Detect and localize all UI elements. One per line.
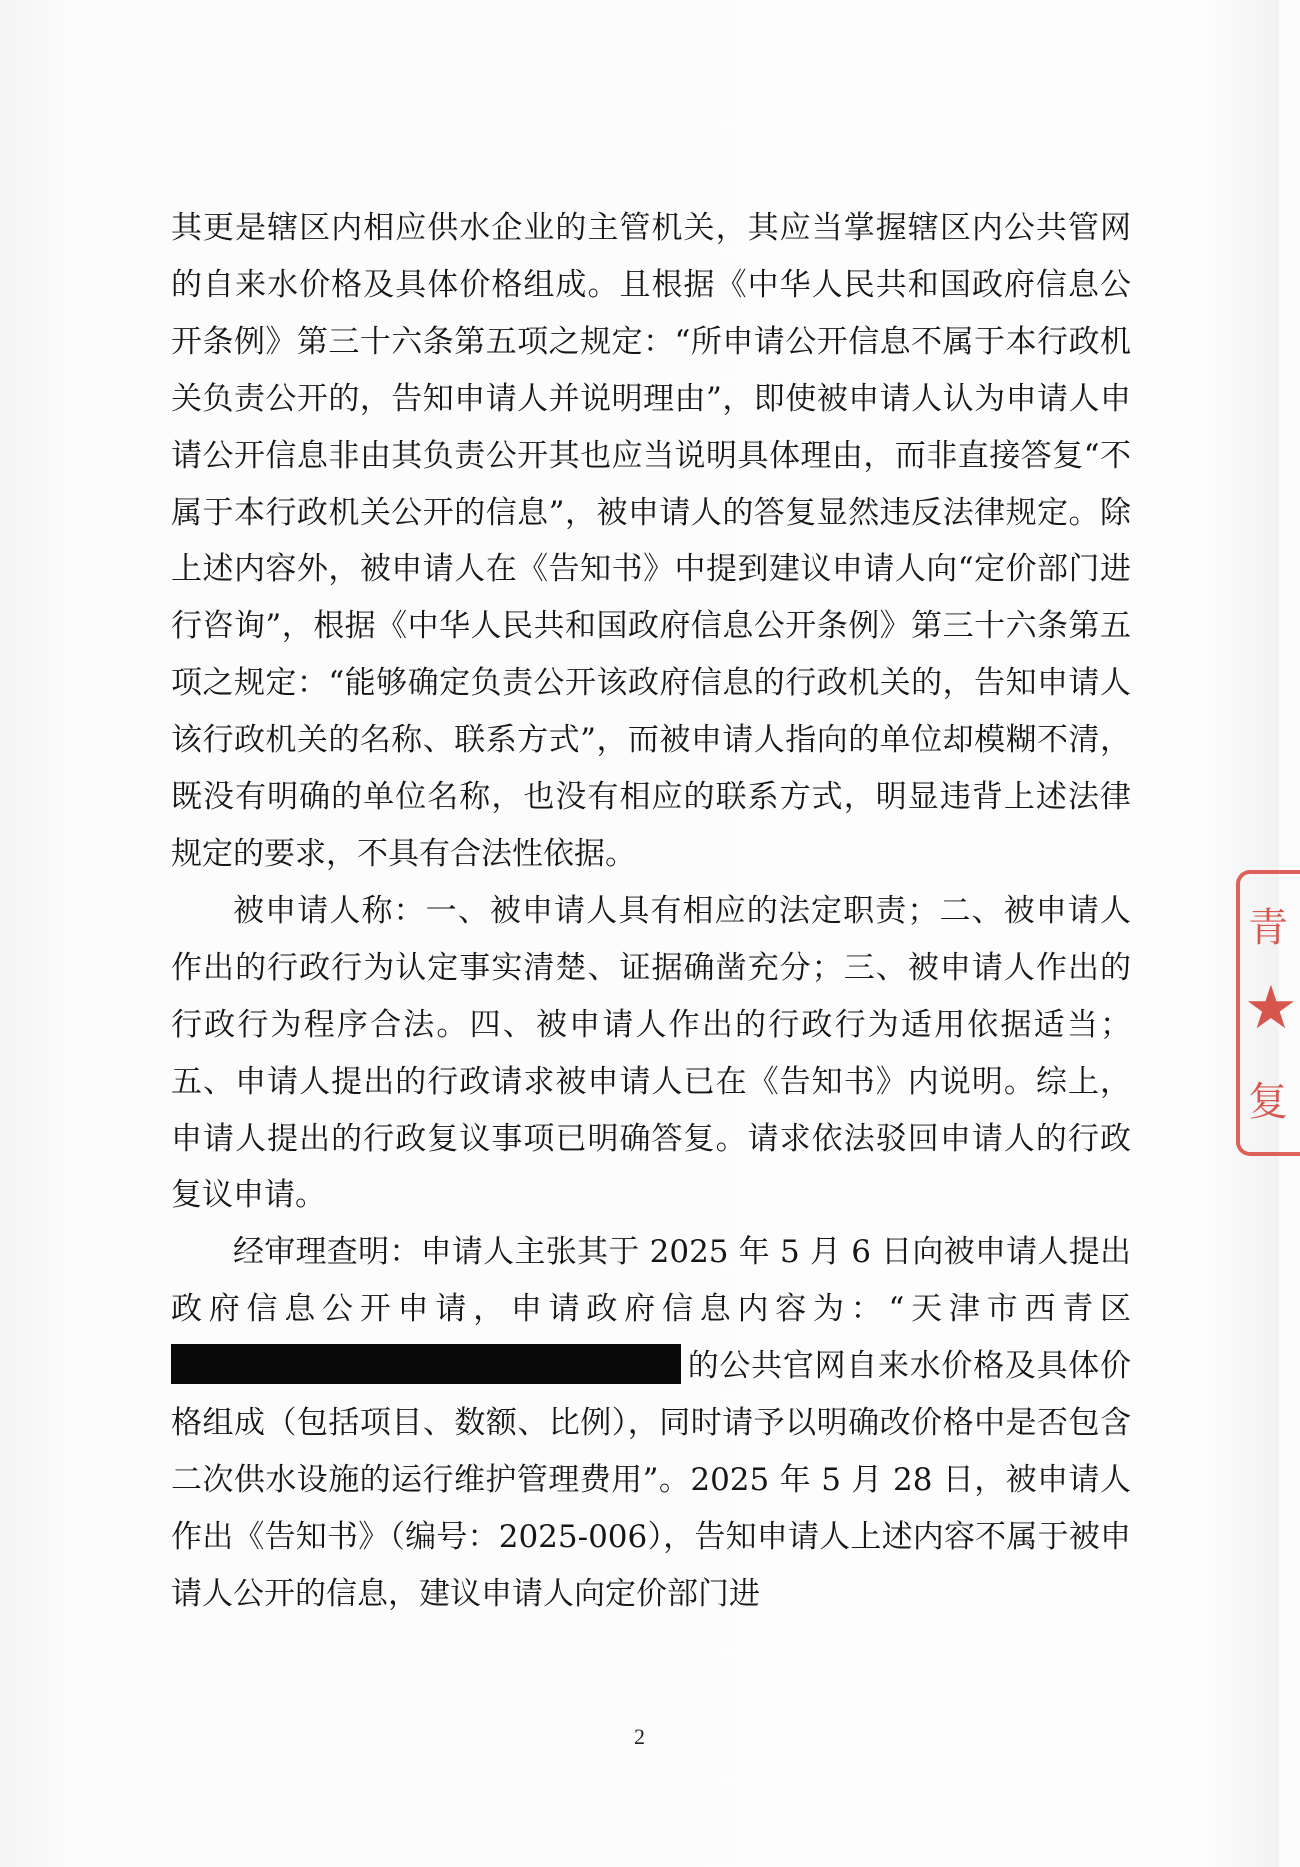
page-number: 2 <box>634 1724 645 1749</box>
seal-star-icon: ★ <box>1244 975 1298 1041</box>
paragraph-findings <box>171 1224 1131 1622</box>
findings-text-part1: 经审理查明：申请人主张其于 2025 年 5 月 6 日向被申请人提出政府信息公开申请，申请政府信息内容为：“天津市西青区 <box>171 1234 1131 1328</box>
seal-char-qing: 青 <box>1248 905 1288 951</box>
findings-text-part2: 的公共官网自来水价格及具体价格组成（包括项目、数额、比例），同时请予以明确改价格中是否包含二次供水设施的运行维护管理费用”。2025 年 5 月 28 日，被申请人作出《告知书》（编号：2025-006），告知申请人上述内容不属于被申请人公开的信息，建议申请人向定价部门进 <box>171 1348 1131 1612</box>
redaction-bar <box>171 1344 681 1384</box>
seal-char-fu: 复 <box>1248 1079 1288 1125</box>
paragraph-applicant-argument: 其更是辖区内相应供水企业的主管机关，其应当掌握辖区内公共管网的自来水价格及具体价格组成。且根据《中华人民共和国政府信息公开条例》第三十六条第五项之规定：“所申请公开信息不属于本行政机关负责公开的，告知申请人并说明理由”，即使被申请人认为申请人申请公开信息非由其负责公开其也应当说明具体理由，而非直接答复“不属于本行政机关公开的信息”，被申请人的答复显然违反法律规定。除上述内容外，被申请人在《告知书》中提到建议申请人向“定价部门进行咨询”，根据《中华人民共和国政府信息公开条例》第三十六条第五项之规定：“能够确定负责公开该政府信息的行政机关的，告知申请人该行政机关的名称、联系方式”，而被申请人指向的单位却模糊不清，既没有明确的单位名称，也没有相应的联系方式，明显违背上述法律规定的要求，不具有合法性依据。 <box>171 210 1131 872</box>
official-seal-partial <box>1236 870 1300 1156</box>
document-body <box>171 200 1131 1623</box>
paragraph-respondent-statement: 被申请人称：一、被申请人具有相应的法定职责；二、被申请人作出的行政行为认定事实清楚、证据确凿充分；三、被申请人作出的行政行为程序合法。四、被申请人作出的行政行为适用依据适当；五、申请人提出的行政请求被申请人已在《告知书》内说明。综上，申请人提出的行政复议事项已明确答复。请求依法驳回申请人的行政复议申请。 <box>171 892 1131 1214</box>
